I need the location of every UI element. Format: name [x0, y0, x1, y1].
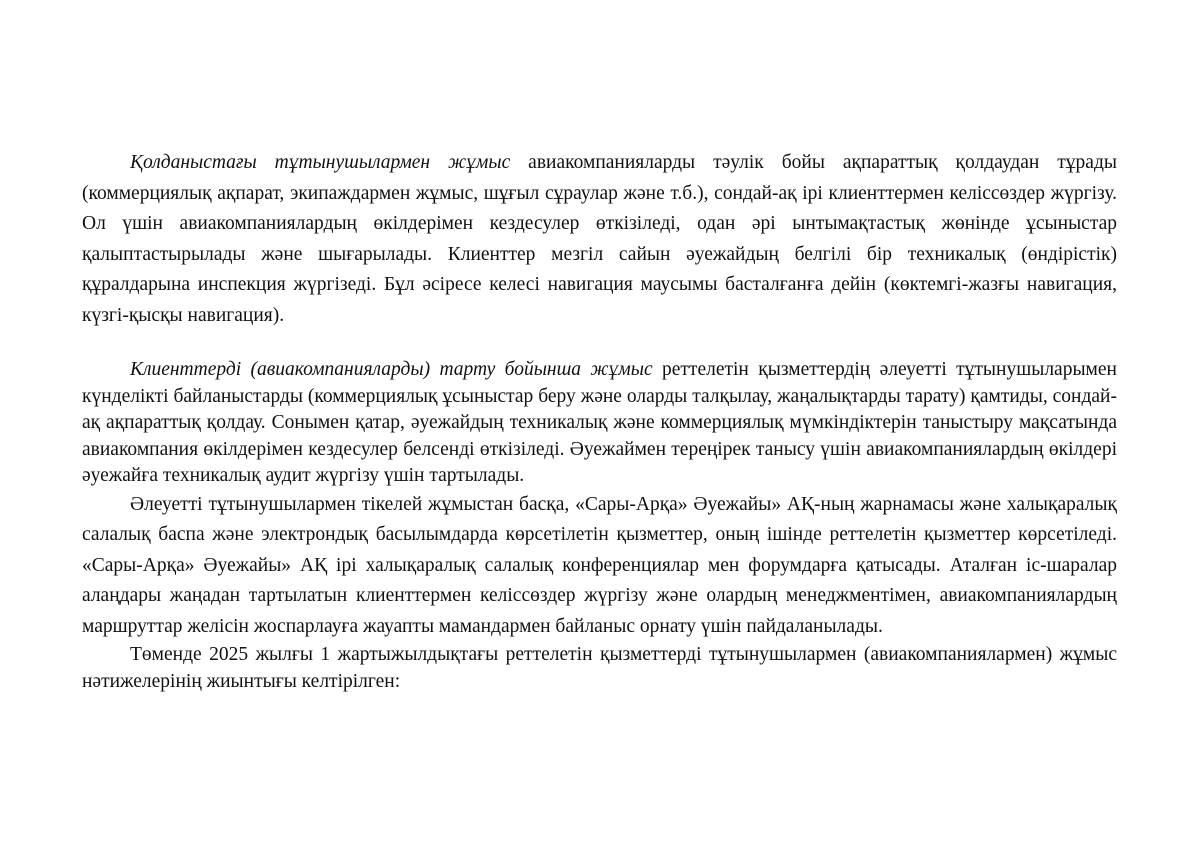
- italic-lead-existing-customers: Қолданыстағы тұтынушылармен жұмыс: [130, 152, 511, 173]
- document-page: [82, 148, 1117, 695]
- paragraph-body-summary-intro: Төменде 2025 жылғы 1 жартыжылдықтағы реттелетін қызметтерді тұтынушылармен (авиакомпаниялармен) жұмыс нәтижелерінің жиынтығы келтірілген:: [82, 644, 1117, 692]
- paragraph-existing-customers: [82, 148, 1117, 331]
- paragraph-body-existing-customers: авиакомпанияларды тәулік бойы ақпараттық қолдаудан тұрады (коммерциялық ақпарат, экипаждармен жұмыс, шұғыл сұраулар және т.б.), сондай-ақ ірі клиенттермен келіссөздер жүргізу. Ол үшін авиакомпаниялардың өкілдерімен кездесулер өткізіледі, одан әрі ынтымақтастық жөнінде ұсыныстар қалыптастырылады және шығарылады. Клиенттер мезгіл сайын әуежайдың белгілі бір техникалық (өндірістік) құралдарына инспекция жүргізеді. Бұл әсіресе келесі навигация маусымы басталғанға дейін (көктемгі-жазғы навигация, күзгі-қысқы навигация).: [82, 152, 1117, 326]
- paragraph-summary-intro: [82, 642, 1117, 695]
- italic-lead-attracting-clients: Клиенттерді (авиакомпанияларды) тарту бойынша жұмыс: [130, 359, 653, 380]
- paragraph-advertising: [82, 490, 1117, 643]
- paragraph-attracting-clients: [82, 357, 1117, 490]
- paragraph-body-advertising: Әлеуетті тұтынушылармен тікелей жұмыстан басқа, «Сары-Арқа» Әуежайы» АҚ-ның жарнамасы және халықаралық салалық баспа және электрондық басылымдарда көрсетілетін қызметтер, оның ішінде реттелетін қызметтер көрсетіледі. «Сары-Арқа» Әуежайы» АҚ ірі халықаралық салалық конференциялар мен форумдарға қатысады. Аталған іс-шаралар алаңдары жаңадан тартылатын клиенттермен келіссөздер жүргізу және олардың менеджментімен, авиакомпаниялардың маршруттар желісін жоспарлауға жауапты мамандармен байланыс орнату үшін пайдаланылады.: [82, 493, 1117, 637]
- paragraph-body-attracting-clients: реттелетін қызметтердің әлеуетті тұтынушыларымен күнделікті байланыстарды (коммерциялық ұсыныстар беру және оларды талқылау, жаңалықтарды тарату) қамтиды, сондай-ақ ақпараттық қолдау. Сонымен қатар, әуежайдың техникалық және коммерциялық мүмкіндіктерін таныстыру мақсатында авиакомпания өкілдерімен кездесулер белсенді өткізіледі. Әуежаймен тереңірек танысу үшін авиакомпаниялардың өкілдері әуежайға техникалық аудит жүргізу үшін тартылады.: [82, 359, 1117, 486]
